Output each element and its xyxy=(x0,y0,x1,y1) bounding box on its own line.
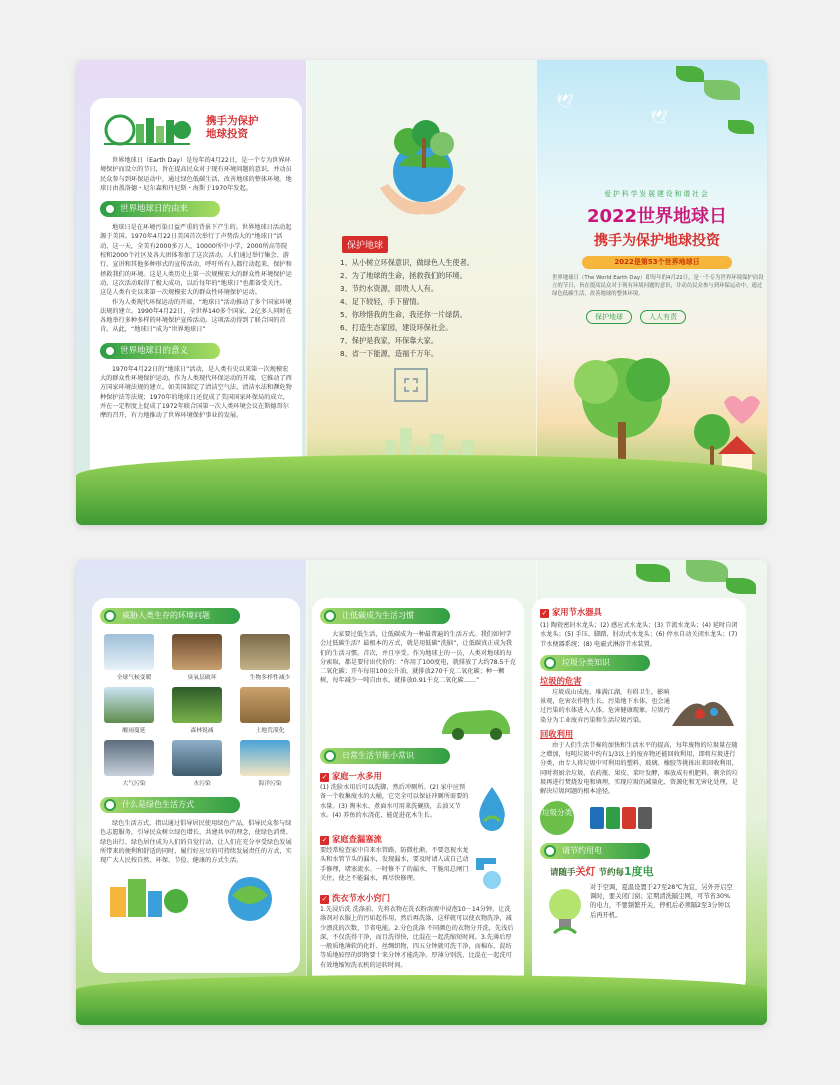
photo-caption: 大气污染 xyxy=(122,781,146,787)
leak-check-title: ✓ 家庭查漏塞流 xyxy=(321,834,382,844)
water-reuse-title: ✓ 家庭一水多用 xyxy=(321,771,382,781)
pill: 保护地球 xyxy=(586,310,632,324)
protect-list-item: 4、足下较轻，手下留情。 xyxy=(340,297,424,306)
harm-title: 垃圾的危害 xyxy=(540,675,582,686)
lowcarbon-block xyxy=(320,630,516,742)
badge: 2022是第53个世界地球日 xyxy=(582,256,732,269)
intro-text: 世界地球日（Earth Day）是每年的4月22日，是一个专为世界环境保护而设立的节日，旨在提高民众对于现有环境问题的意识，并动员民众参与到环保运动中，通过绿色低碳生活，改善地球的整体环境。地球日由盖洛德・尼尔森和丹尼斯・海斯于1970年发起。 xyxy=(100,157,292,192)
logo-title xyxy=(206,115,259,141)
photo-caption: 酸雨蔓延 xyxy=(122,728,146,734)
bullet-icon xyxy=(104,799,116,811)
leak-text: 要经常检查家中自来水管路，防微杜渐，不要忽视水龙头和水管节头的漏水，发现漏水，要及时请人或自己动手修理，堵塞流水。一时修不了的漏水，干脆用总闸门关住，使之不能漏水，再尽快修理。 xyxy=(320,847,469,882)
photo-grid xyxy=(100,634,292,787)
power-block xyxy=(540,883,738,939)
photo-caption: 臭氧层破坏 xyxy=(187,675,217,681)
section-header: 请节约用电 xyxy=(540,843,650,859)
pill-group xyxy=(586,310,686,324)
water-block xyxy=(320,783,516,833)
meaning-text: 1970年4月22日的“地球日”活动，是人类有史以来第一次规模宏大的群众性环境保护运动。作为人类现代环保运动的开端，它推动了西方国家环境法规的建立。如美国制定了清洁空气法、清洁水法和濒危物种保护法等法规；1970年的地球日还促成了美国国家环保局的成立，并在一定程度上促成了1972年联合国第一次人类环境会议在斯德哥尔摩的召开，有力地推动了世界环境保护事业的发展。 xyxy=(100,365,292,420)
photo-caption: 森林锐减 xyxy=(190,728,214,734)
bullet-icon xyxy=(544,845,556,857)
water-text: (1) 洗脸水用后可以洗脚，然后冲厕所。(2) 家中应预备一个收集废水的大桶，它完全可以保证冲厕所需要的水量。(3) 淘米水、煮面水可用来洗碗筷，去油又节水。(4) 养鱼的水浇花，能促进花木生长。 xyxy=(320,784,469,819)
photo-caption: 海洋污染 xyxy=(258,781,282,787)
protect-title-label: 保护地球 xyxy=(342,236,388,253)
grass-car-icon xyxy=(438,698,514,742)
harm-block xyxy=(540,688,738,728)
section-header: 世界地球日的意义 xyxy=(100,343,220,359)
photo-caption: 水污染 xyxy=(193,781,211,787)
bullet-icon xyxy=(104,203,116,215)
laundry-text: 1.先浸后洗 洗涤前，先将衣物在洗衣粉溶液中浸泡10－14分钟，让洗涤剂对衣服上的污垢起作用，然后再洗涤，这样就可以使衣物洗净，减少漂洗的次数，节省电能。2.分色洗涤 不同颜色的衣物分开洗，先浅后深，不仅洗得干净，而且洗得快，比混在一起洗缩短时间。3.先薄后厚 一般质地薄软的化纤、丝绸织物，四五分钟就可洗干净，而棉布、混纺等质地较厚的织物要十来分钟才能洗净。厚薄分别洗，比混在一起洗可有效地缩短洗衣机的运转时间。 xyxy=(320,906,514,969)
section-header: 让低碳成为生活习惯 xyxy=(320,608,450,624)
eco-town-illustration xyxy=(100,869,290,927)
section-header: 日常生活节能小常识 xyxy=(320,748,450,764)
garbage-card xyxy=(532,598,746,993)
leaf-icon xyxy=(676,66,704,82)
section-header: 什么是绿色生活方式 xyxy=(100,797,240,813)
threat-card xyxy=(92,598,300,973)
leaf-icon xyxy=(726,578,756,594)
origin-text-2: 作为人类现代环保运动的开端，“地球日”活动推动了多个国家环境法规的建立。1990年4月22日，全世界140多个国家、2亿多人同时在各地举行多种多样的环境保护宣传活动。这项活动得到了联合国的首肯。从此，“地球日”成为“世界地球日” xyxy=(100,298,292,334)
info-card xyxy=(90,98,302,493)
protect-list-item: 3、节约水资源，即贵人人有。 xyxy=(340,284,439,293)
environment-photo xyxy=(104,634,154,670)
photo-item xyxy=(240,634,300,681)
photo-item xyxy=(104,687,164,734)
water-drop-icon xyxy=(470,783,514,833)
leaf-icon xyxy=(636,564,670,582)
protect-list-item: 8、省一下能源，造福千万年。 xyxy=(340,349,439,358)
leaf-icon xyxy=(728,120,754,134)
laundry-tips-title: ✓ 洗衣节水小窍门 xyxy=(321,893,391,903)
dove-icon: 🕊 xyxy=(556,94,574,110)
grass-ground xyxy=(76,975,767,1025)
recycle-title: 回收利用 xyxy=(540,728,574,739)
photo-caption: 土地荒漠化 xyxy=(255,728,285,734)
card-header xyxy=(100,106,292,150)
logo-title-line1: 携手为保护 xyxy=(206,115,259,127)
power-slogan: 请随手关灯 节约每1度电 xyxy=(550,864,654,878)
slogan-top: 爱护科学发展建设和谐社会 xyxy=(604,190,710,198)
recycle-bin-icon xyxy=(590,807,604,829)
photo-item xyxy=(104,740,164,787)
grass-ground xyxy=(76,455,767,525)
brochure-front xyxy=(76,60,767,525)
hazardous-bin-icon xyxy=(622,807,636,829)
garbage-pile-icon xyxy=(670,688,736,728)
logo-title-line2: 地球投资 xyxy=(206,128,248,140)
environment-photo xyxy=(240,687,290,723)
section-header: 垃圾分类知识 xyxy=(540,655,650,671)
photo-item xyxy=(104,634,164,681)
green-life-text: 绿色生活方式，指以通过倡导居民使用绿色产品，倡导民众参与绿色志愿服务，引导民众树立绿色增长、共建共享的理念，使绿色消费、绿色出行、绿色居住成为人们的自觉行动，让人们在充分享受绿色发展所带来的便利和舒适的同时，履行好应尽的可持续发展责任的方式，实现广大人民按自然、环保、节俭、健康的方式生活。 xyxy=(100,820,292,865)
main-title: 2022世界地球日 xyxy=(586,206,728,227)
leak-block xyxy=(320,846,516,892)
bullet-icon xyxy=(104,610,116,622)
photo-item xyxy=(172,740,232,787)
brochure-back xyxy=(76,560,767,1025)
check-icon: ✓ xyxy=(321,836,328,844)
sort-label: 垃圾分类 xyxy=(540,801,574,835)
other-bin-icon xyxy=(638,807,652,829)
photo-item xyxy=(172,634,232,681)
power-text: 对于空调，夏温设置于27至28℃为宜，另外开启空调时，要关闭门窗；定期清洗隔尘网，可节省30%的电力，不要频繁开关，停机后必须隔2至3分钟以后再开机。 xyxy=(590,883,733,919)
fixture-title: ✓ 家用节水器具 xyxy=(541,607,602,617)
origin-text: 地球日是在环境污染日益严重的背景下产生的。世界地球日活动起源于美国。1970年4月22日美国首次举行了声势浩大的“地球日”活动，这一天，全美有2000多万人，10000所中小学，2000所高等院校和2000个社区及各大团体参加了这次活动。人们通过举行集会、游行、宣讲和其他多种形式的宣传活动，呼吁所有人都行动起来，保护和拯救我们的环境。这是人类历史上第一次规模宏大的群众性环境保护运动。这次活动取得了极大成功，以后每年的“地球日”也都备受关注。这是人类有史以来第一次规模宏大的群众性环境保护运动。 xyxy=(100,224,292,297)
leaf-icon xyxy=(686,560,728,582)
green-city-icon xyxy=(100,108,192,148)
right-desc: 世界地球日（The World Earth Day）即每年的4月22日，是一个专为世界环境保护而设立的节日，旨在提高民众对于现有环境问题的意识，并动员民众参与到环保运动中，通过绿色低碳生活，改善地球的整体环境。 xyxy=(552,275,764,297)
recycle-text: 由于人们生活节奏的加快和生活水平的提高，每年废物的垃圾量在随之增加，每吨垃圾中约有1/3以上的废弃物还能回收利用，即将垃圾进行分类，由专人将垃圾中可利用的塑料、玻璃、橡胶等挑拣出来回收利用，同时将厨余垃圾、农药瓶、果皮、菜叶发酵，堆放成有机肥料，剩余的垃圾再进行焚烧发电和填埋，实现垃圾的减量化、资源化和无害化处理，是解决垃圾问题的根本途径。 xyxy=(540,741,738,796)
dove-icon: 🕊 xyxy=(650,110,668,126)
bullet-icon xyxy=(104,345,116,357)
qr-code-placeholder xyxy=(394,368,428,402)
environment-photo xyxy=(172,740,222,776)
photo-caption: 全球气候变暖 xyxy=(116,675,152,681)
green-bulb-icon xyxy=(540,883,590,939)
photo-item xyxy=(240,687,300,734)
harm-text: 垃圾成山成海，堆满江湖，有碍卫生，影响景观，危害农作物生长，污染地下水体，也会通过污染的水体进入人体，危害健康现象。垃圾污染分为工业废弃污染和生活垃圾污染。 xyxy=(540,688,670,724)
protect-title xyxy=(342,236,388,253)
tips-card xyxy=(312,598,524,993)
protect-list-item: 6、打造生态家园，建设环保社会。 xyxy=(340,323,453,332)
protect-list-item: 5、你珍惜我的生命，我还你一片绿荫。 xyxy=(340,310,467,319)
bullet-icon xyxy=(324,610,336,622)
environment-photo xyxy=(172,687,222,723)
bullet-icon xyxy=(544,657,556,669)
protect-list-item: 2、为了地球的生命，拯救我们的环境。 xyxy=(340,271,467,280)
section-header: 世界地球日的由来 xyxy=(100,201,220,217)
environment-photo xyxy=(240,634,290,670)
bullet-icon xyxy=(324,750,336,762)
environment-photo xyxy=(104,687,154,723)
pill: 人人有责 xyxy=(640,310,686,324)
hands-holding-earth-icon xyxy=(368,118,478,224)
fixture-text: (1) 陶瓷密封水龙头；(2) 感应式水龙头；(3) 节流水龙头；(4) 延时自闭水龙头；(5) 手压、脚踏、肘动式水龙头；(6) 停水自动关闭水龙头；(7) 节水便器系统；(8) 电磁式淋浴节水装置。 xyxy=(540,622,738,648)
environment-photo xyxy=(172,634,222,670)
lowcarbon-text: 大家要过低生活，让低碳成为一种最普遍的生活方式。我们如何学会过低碳生活？最根本的方式，就是用低碳“洗脑”，让低碳真正成为我们的生活习惯。首次，并且享受。作为地球上的一员，人类对地球的每分索取，都是要付出代价的：“你用了100度电，就排放了大约78.5千克二氧化碳；开车每用100公升油，就排放270千克二氧化碳；种一颗树，每年减少一吨自由水，就排放0.91千克二氧化碳……” xyxy=(320,631,516,685)
protect-list-item: 7、保护是我家，环保靠大家。 xyxy=(340,336,439,345)
section-header: 威胁人类生存的环境问题 xyxy=(100,608,240,624)
leaf-icon xyxy=(704,80,740,100)
photo-item xyxy=(240,740,300,787)
photo-caption: 生物多样性减少 xyxy=(249,675,291,681)
protect-list xyxy=(340,256,530,360)
kitchen-bin-icon xyxy=(606,807,620,829)
sub-title: 携手为保护地球投资 xyxy=(594,233,720,249)
check-icon: ✓ xyxy=(541,609,548,617)
faucet-splash-icon xyxy=(470,846,514,892)
environment-photo xyxy=(240,740,290,776)
sort-bins xyxy=(540,801,738,835)
fold-line xyxy=(306,560,307,1025)
protect-list-item: 1、从小树立环保意识，做绿色人生使者。 xyxy=(340,258,474,267)
check-icon: ✓ xyxy=(321,773,328,781)
photo-item xyxy=(172,687,232,734)
check-icon: ✓ xyxy=(321,895,328,903)
environment-photo xyxy=(104,740,154,776)
